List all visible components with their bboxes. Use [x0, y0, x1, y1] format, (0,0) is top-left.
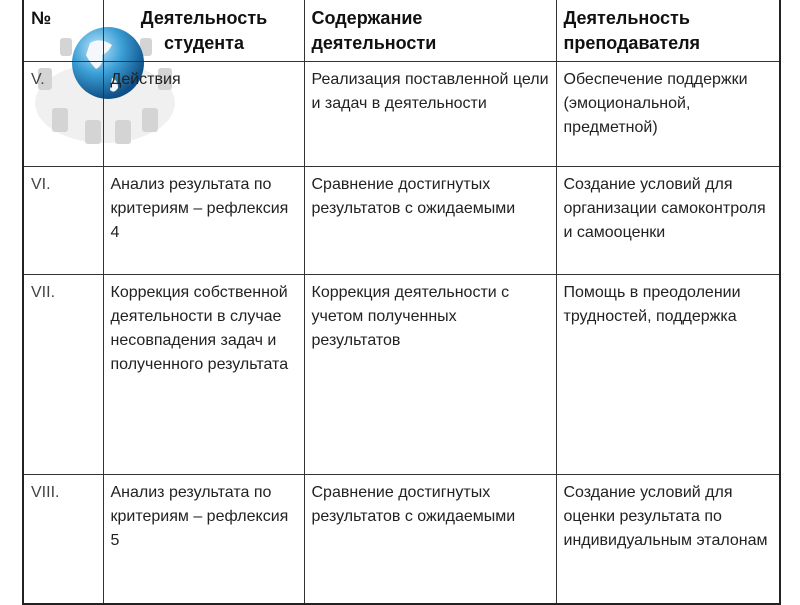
row-student: Действия: [103, 61, 304, 166]
row-content: Реализация поставленной цели и задач в деятельности: [304, 61, 556, 166]
header-num: №: [23, 0, 103, 61]
table-row: [23, 61, 780, 166]
row-num: V.: [23, 61, 103, 166]
row-teacher: Обеспечение поддержки (эмоциональной, предметной): [556, 61, 780, 166]
row-student: Анализ результата по критериям – рефлексия 4: [103, 166, 304, 274]
row-student: Коррекция собственной деятельности в случае несовпадения задач и полученного результата: [103, 274, 304, 474]
row-student: Анализ результата по критериям – рефлексия 5: [103, 474, 304, 604]
row-teacher: Помощь в преодолении трудностей, поддержка: [556, 274, 780, 474]
lesson-activity-table: [22, 0, 781, 605]
header-student: Деятельность студента: [103, 0, 304, 61]
row-content: Коррекция деятельности с учетом полученных результатов: [304, 274, 556, 474]
table-row: [23, 274, 780, 474]
row-content: Сравнение достигнутых результатов с ожидаемыми: [304, 166, 556, 274]
row-num: VII.: [23, 274, 103, 474]
table-row: [23, 474, 780, 604]
row-teacher: Создание условий для организации самоконтроля и самооценки: [556, 166, 780, 274]
header-teacher: Деятельность преподавателя: [556, 0, 780, 61]
row-num: VIII.: [23, 474, 103, 604]
table-header-row: [23, 0, 780, 61]
row-num: VI.: [23, 166, 103, 274]
row-content: Сравнение достигнутых результатов с ожидаемыми: [304, 474, 556, 604]
table-row: [23, 166, 780, 274]
header-content: Содержание деятельности: [304, 0, 556, 61]
row-teacher: Создание условий для оценки результата по индивидуальным эталонам: [556, 474, 780, 604]
